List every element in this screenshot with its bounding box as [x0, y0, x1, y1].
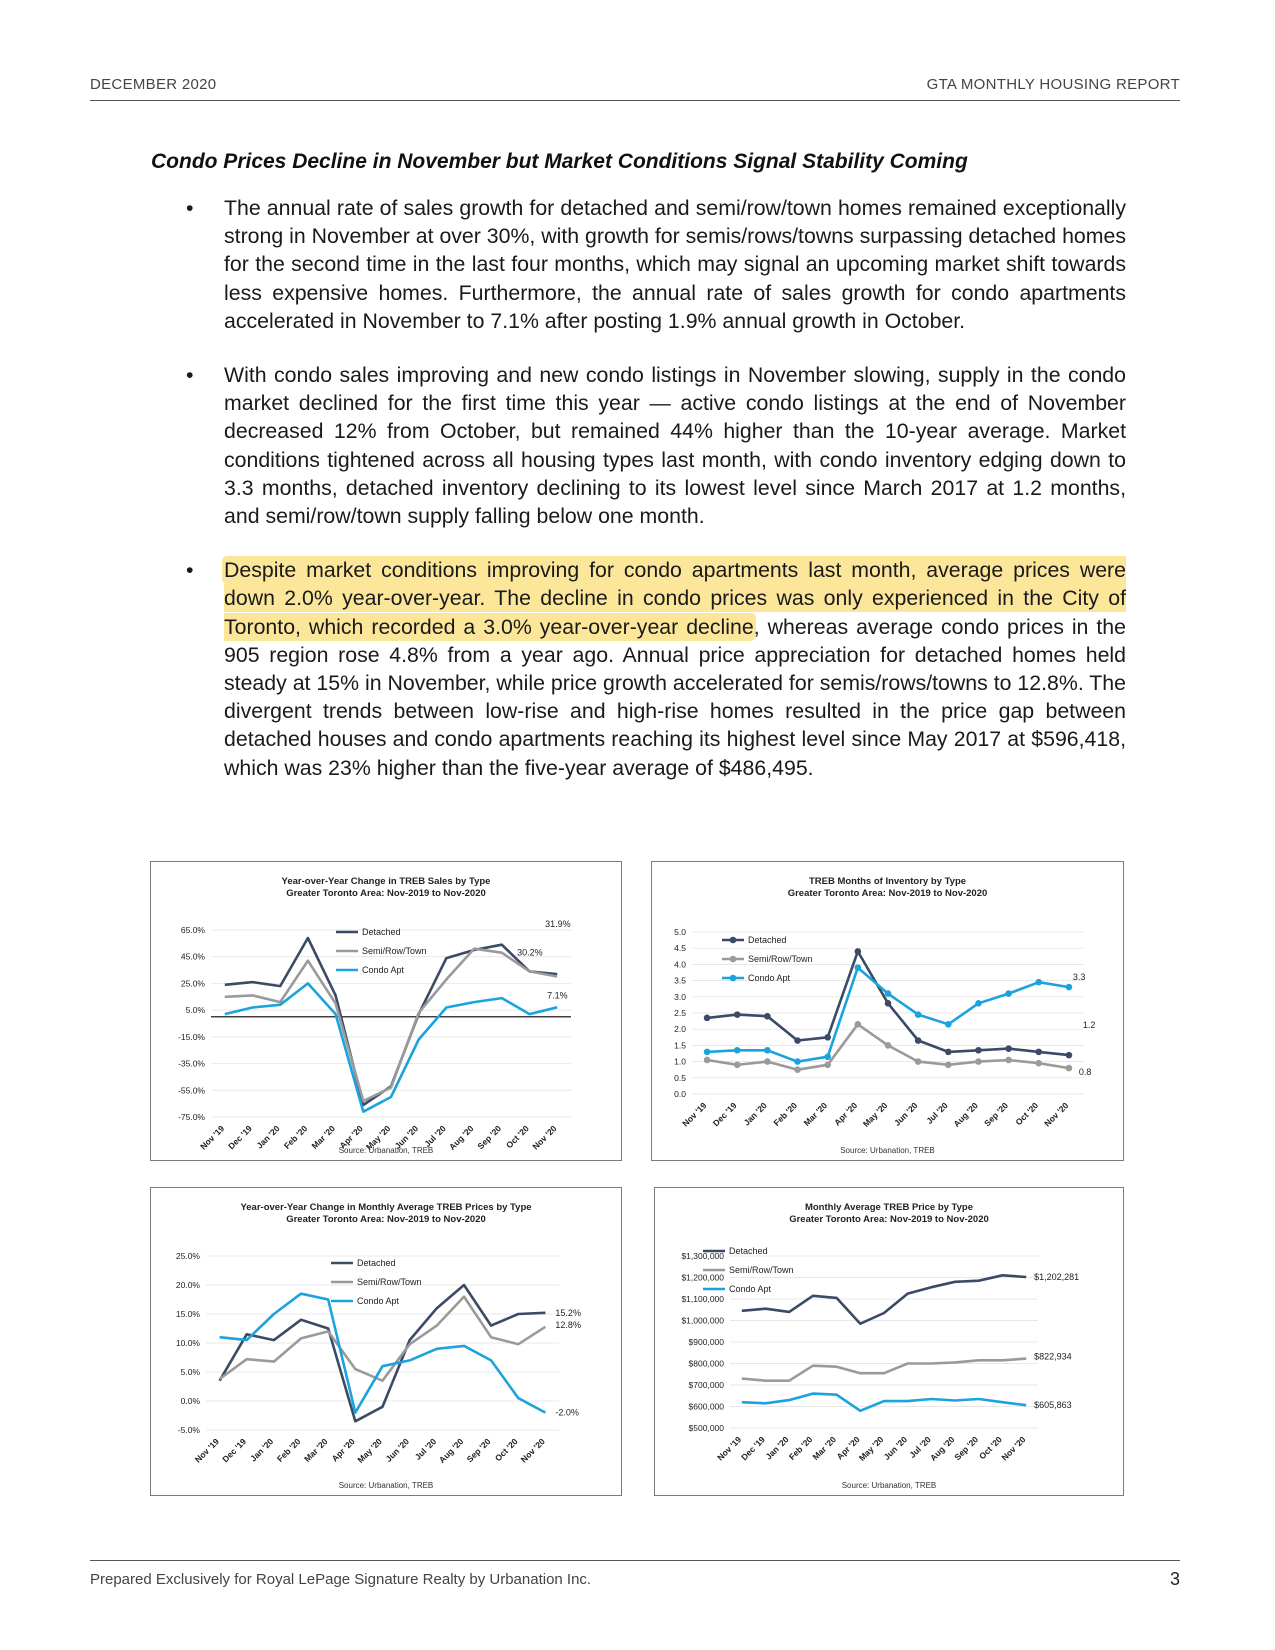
- bullet-icon: •: [186, 558, 194, 583]
- data-label: $1,202,281: [1034, 1272, 1080, 1283]
- x-tick-label: Jan '20: [254, 1123, 282, 1151]
- data-point-semi: [794, 1066, 801, 1073]
- data-point-semi: [1066, 1065, 1073, 1072]
- x-tick-label: Aug '20: [446, 1123, 476, 1152]
- x-tick-label: Jan '20: [248, 1436, 276, 1464]
- data-label: -2.0%: [555, 1407, 579, 1418]
- legend-label-semi: Semi/Row/Town: [729, 1265, 794, 1275]
- y-tick-label: -35.0%: [178, 1058, 205, 1069]
- x-tick-label: Apr '20: [832, 1100, 860, 1128]
- bullet-item: [186, 361, 1126, 530]
- legend-label-condo: Condo Apt: [748, 973, 791, 983]
- data-point-condo: [794, 1058, 801, 1065]
- data-label: 15.2%: [555, 1307, 581, 1318]
- y-tick-label: 5.0%: [180, 1367, 200, 1377]
- data-point-detached: [734, 1011, 741, 1018]
- legend-label-detached: Detached: [357, 1258, 396, 1268]
- data-point-condo: [855, 964, 862, 971]
- chart-subtitle: Greater Toronto Area: Nov-2019 to Nov-2020: [286, 888, 486, 899]
- legend-label-detached: Detached: [748, 935, 787, 945]
- chart-months-inventory: [651, 861, 1124, 1161]
- chart-avg-price: [654, 1187, 1124, 1496]
- series-line-detached: [225, 938, 557, 1105]
- y-tick-label: 15.0%: [175, 1309, 200, 1319]
- chart-title: Year-over-Year Change in Monthly Average TREB Prices by Type: [240, 1202, 532, 1213]
- x-tick-label: May '20: [355, 1436, 384, 1465]
- legend-label-condo: Condo Apt: [362, 965, 405, 975]
- x-tick-label: Jul '20: [412, 1436, 439, 1462]
- y-tick-label: 2.0: [674, 1024, 686, 1035]
- x-tick-label: Mar '20: [309, 1123, 338, 1151]
- data-point-detached: [975, 1047, 982, 1054]
- y-tick-label: 5.0%: [185, 1005, 205, 1016]
- y-tick-label: 4.5: [674, 943, 686, 954]
- x-tick-label: Jul '20: [422, 1123, 448, 1149]
- x-tick-label: Nov '19: [198, 1123, 227, 1152]
- x-tick-label: Apr '20: [337, 1123, 365, 1151]
- chart-source: Source: Urbanation, TREB: [338, 1146, 434, 1155]
- data-point-condo: [764, 1047, 771, 1054]
- data-point-semi: [945, 1062, 952, 1069]
- data-point-condo: [885, 990, 892, 997]
- data-label: 3.3: [1072, 972, 1086, 983]
- legend-label-semi: Semi/Row/Town: [362, 946, 427, 956]
- bullet-icon: •: [186, 363, 194, 388]
- y-tick-label: 1.5: [674, 1040, 686, 1051]
- y-tick-label: -75.0%: [178, 1112, 205, 1122]
- data-point-semi: [915, 1058, 922, 1065]
- x-tick-label: Jun '20: [383, 1436, 412, 1464]
- data-label: $605,863: [1034, 1400, 1072, 1411]
- x-tick-label: Oct '20: [492, 1436, 520, 1464]
- bullet-text: The annual rate of sales growth for detached and semi/row/town homes remained exceptionally strong in November at over 30%, with growth for semis/rows/towns surpassing detached homes for the second time in the last four months, which may signal an upcoming market shift towards less expensive homes. Furthermore, the annual rate of sales growth for condo apartments accelerated in November to 7.1% after posting 1.9% annual growth in October.: [224, 196, 1126, 333]
- data-label: 7.1%: [547, 990, 568, 1001]
- data-point-semi: [734, 1062, 741, 1069]
- legend-marker-condo: [730, 975, 737, 982]
- legend-label-semi: Semi/Row/Town: [357, 1277, 422, 1287]
- data-point-condo: [1035, 979, 1042, 986]
- x-tick-label: Nov '20: [530, 1123, 559, 1152]
- data-point-semi: [1005, 1057, 1012, 1064]
- x-tick-label: Jun '20: [892, 1100, 920, 1128]
- chart-avg-price-svg: [655, 1188, 1123, 1495]
- y-tick-label: $700,000: [688, 1380, 724, 1390]
- data-point-semi: [824, 1062, 831, 1069]
- y-tick-label: 2.5: [674, 1008, 686, 1018]
- x-tick-label: Sep '20: [982, 1100, 1011, 1129]
- x-tick-label: Nov '19: [680, 1100, 709, 1129]
- chart-title: TREB Months of Inventory by Type: [808, 876, 967, 887]
- x-tick-label: Nov '20: [999, 1434, 1028, 1463]
- data-point-condo: [824, 1053, 831, 1060]
- chart-price-yoy-svg: [151, 1188, 621, 1495]
- data-point-condo: [734, 1047, 741, 1054]
- data-point-detached: [764, 1013, 771, 1020]
- x-tick-label: Aug '20: [927, 1434, 957, 1463]
- x-tick-label: Feb '20: [274, 1436, 303, 1464]
- x-tick-label: Jan '20: [741, 1100, 769, 1128]
- data-label: $822,934: [1034, 1351, 1072, 1362]
- chart-price-yoy: [150, 1187, 622, 1496]
- header-date: DECEMBER 2020: [90, 76, 217, 93]
- x-tick-label: Mar '20: [302, 1436, 330, 1464]
- data-label: 0.8: [1078, 1067, 1092, 1078]
- y-tick-label: -15.0%: [178, 1031, 205, 1042]
- x-tick-label: Dec '19: [220, 1436, 249, 1465]
- data-point-detached: [824, 1034, 831, 1041]
- chart-title: Year-over-Year Change in TREB Sales by Type: [281, 876, 491, 887]
- bullet-text: With condo sales improving and new condo listings in November slowing, supply in the condo market declined for the first time this year — active condo listings at the end of November decreased 12% from October, but remained 44% higher than the 10-year average. Market conditions tightened across all housing types last month, with condo inventory edging down to 3.3 months, detached inventory declining to its lowest level since March 2017 at 1.2 months, and semi/row/town supply falling below one month.: [224, 363, 1126, 529]
- x-tick-label: Apr '20: [834, 1434, 862, 1462]
- chart-source: Source: Urbanation, TREB: [841, 1481, 937, 1490]
- page-number: 3: [1169, 1569, 1180, 1589]
- x-tick-label: Dec '19: [226, 1123, 254, 1152]
- section-title: Condo Prices Decline in November but Market Conditions Signal Stability Coming: [151, 150, 968, 173]
- y-tick-label: $600,000: [688, 1401, 724, 1412]
- x-tick-label: Dec '19: [710, 1100, 739, 1129]
- data-point-detached: [1066, 1052, 1073, 1059]
- x-tick-label: Feb '20: [771, 1100, 799, 1128]
- x-tick-label: Oct '20: [976, 1434, 1004, 1462]
- x-tick-label: Feb '20: [281, 1123, 310, 1151]
- data-point-detached: [794, 1037, 801, 1044]
- x-tick-label: Oct '20: [1013, 1100, 1041, 1128]
- y-tick-label: $800,000: [688, 1358, 724, 1369]
- chart-months-inventory-svg: [652, 862, 1123, 1160]
- data-point-detached: [885, 1000, 892, 1007]
- chart-sales-yoy: [150, 861, 622, 1161]
- legend-marker-detached: [730, 937, 737, 944]
- page-header: [90, 76, 1180, 101]
- data-label: 30.2%: [517, 947, 543, 958]
- data-point-condo: [1066, 984, 1073, 991]
- chart-sales-yoy-svg: [151, 862, 621, 1160]
- y-tick-label: -55.0%: [178, 1085, 205, 1096]
- data-point-condo: [945, 1021, 952, 1028]
- data-point-detached: [1035, 1049, 1042, 1056]
- x-tick-label: Mar '20: [810, 1434, 839, 1462]
- x-tick-label: Apr '20: [329, 1436, 357, 1464]
- data-point-condo: [704, 1049, 711, 1056]
- y-tick-label: 25.0%: [180, 978, 205, 989]
- x-tick-label: Jul '20: [907, 1434, 933, 1460]
- x-tick-label: Nov '20: [1042, 1100, 1071, 1129]
- bullet-icon: •: [186, 196, 194, 220]
- series-line-condo: [220, 1294, 546, 1413]
- bullet-list: [186, 194, 1126, 808]
- bullet-item: [186, 194, 1126, 335]
- y-tick-label: 45.0%: [180, 951, 205, 962]
- footer-credit: Prepared Exclusively for Royal LePage Signature Realty by Urbanation Inc.: [90, 1571, 592, 1588]
- y-tick-label: $900,000: [688, 1337, 724, 1347]
- data-point-condo: [1005, 990, 1012, 997]
- x-tick-label: Sep '20: [464, 1436, 493, 1465]
- series-line-condo: [742, 1394, 1026, 1411]
- data-point-detached: [855, 948, 862, 955]
- data-point-semi: [855, 1021, 862, 1028]
- x-tick-label: Feb '20: [786, 1434, 815, 1462]
- data-point-semi: [975, 1058, 982, 1065]
- x-tick-label: Dec '19: [739, 1434, 767, 1463]
- legend-label-condo: Condo Apt: [729, 1284, 772, 1294]
- data-label: 31.9%: [545, 919, 571, 930]
- x-tick-label: Nov '19: [192, 1436, 221, 1465]
- x-tick-label: Aug '20: [436, 1436, 466, 1465]
- x-tick-label: Nov '19: [715, 1434, 744, 1463]
- y-tick-label: $500,000: [688, 1423, 724, 1433]
- y-tick-label: 10.0%: [175, 1338, 200, 1348]
- y-tick-label: 3.5: [674, 975, 686, 986]
- bullet-item: [186, 556, 1126, 782]
- y-tick-label: $1,200,000: [681, 1272, 724, 1283]
- data-point-detached: [1005, 1045, 1012, 1052]
- header-report-title: GTA MONTHLY HOUSING REPORT: [926, 76, 1180, 93]
- y-tick-label: 1.0: [674, 1056, 686, 1067]
- y-tick-label: $1,000,000: [681, 1315, 724, 1326]
- x-tick-label: Sep '20: [475, 1123, 504, 1152]
- data-point-semi: [1035, 1060, 1042, 1067]
- x-tick-label: May '20: [363, 1123, 393, 1152]
- data-point-detached: [915, 1037, 922, 1044]
- legend-label-semi: Semi/Row/Town: [748, 954, 813, 964]
- data-point-condo: [915, 1011, 922, 1018]
- x-tick-label: Jul '20: [924, 1100, 950, 1126]
- y-tick-label: $1,300,000: [681, 1251, 724, 1261]
- highlighted-text: Despite market conditions improving for condo apartments last month, average prices were down 2.0% year-over-year. The decline in condo prices was only experienced in the City of Toronto, which recorded a 3.0% year-over-year decline: [224, 558, 1126, 639]
- data-label: 12.8%: [555, 1319, 581, 1330]
- x-tick-label: May '20: [860, 1100, 890, 1129]
- y-tick-label: 20.0%: [175, 1280, 200, 1290]
- x-tick-label: May '20: [856, 1434, 886, 1463]
- x-tick-label: Mar '20: [801, 1100, 830, 1128]
- chart-title: Monthly Average TREB Price by Type: [804, 1202, 974, 1213]
- y-tick-label: 0.0%: [180, 1396, 200, 1406]
- chart-source: Source: Urbanation, TREB: [338, 1481, 434, 1490]
- chart-subtitle: Greater Toronto Area: Nov-2019 to Nov-2020: [787, 888, 988, 899]
- page-footer: [90, 1560, 1180, 1591]
- series-line-detached: [742, 1275, 1026, 1323]
- y-tick-label: 3.0: [674, 991, 686, 1002]
- data-point-semi: [704, 1057, 711, 1064]
- legend-label-detached: Detached: [729, 1246, 768, 1256]
- y-tick-label: 25.0%: [175, 1251, 200, 1261]
- x-tick-label: Jan '20: [763, 1434, 791, 1462]
- y-tick-label: 0.5: [674, 1072, 686, 1083]
- data-point-detached: [704, 1015, 711, 1022]
- chart-subtitle: Greater Toronto Area: Nov-2019 to Nov-2020: [789, 1214, 989, 1225]
- y-tick-label: 4.0: [674, 959, 686, 970]
- x-tick-label: Jun '20: [881, 1434, 910, 1462]
- legend-marker-semi: [730, 956, 737, 963]
- chart-source: Source: Urbanation, TREB: [840, 1146, 935, 1155]
- data-point-detached: [945, 1049, 952, 1056]
- data-point-condo: [975, 1000, 982, 1007]
- x-tick-label: Oct '20: [503, 1123, 531, 1151]
- series-line-semi: [742, 1359, 1026, 1381]
- data-point-semi: [764, 1058, 771, 1065]
- x-tick-label: Sep '20: [952, 1434, 981, 1463]
- series-line-condo: [225, 983, 557, 1111]
- x-tick-label: Aug '20: [951, 1100, 980, 1129]
- y-tick-label: -5.0%: [177, 1425, 200, 1435]
- chart-subtitle: Greater Toronto Area: Nov-2019 to Nov-2020: [286, 1214, 486, 1225]
- legend-label-condo: Condo Apt: [357, 1296, 400, 1306]
- y-tick-label: 65.0%: [180, 925, 205, 935]
- x-tick-label: Nov '20: [518, 1436, 547, 1465]
- y-tick-label: 5.0: [674, 927, 686, 937]
- y-tick-label: $1,100,000: [681, 1294, 724, 1304]
- y-tick-label: 0.0: [674, 1089, 686, 1099]
- bullet-text: , whereas average condo prices in the 905 region rose 4.8% from a year ago. Annual price appreciation for detached homes held steady at 15% in November, while price growth accelerated for semis/rows/towns to 12.8%. The divergent trends between low-rise and high-rise homes resulted in the price gap between detached houses and condo apartments reaching its highest level since May 2017 at $596,418, which was 23% higher than the five-year average of $486,495.: [224, 614, 1126, 780]
- legend-label-detached: Detached: [362, 927, 401, 937]
- data-point-semi: [885, 1042, 892, 1049]
- data-label: 1.2: [1082, 1020, 1096, 1031]
- x-tick-label: Jun '20: [392, 1123, 421, 1151]
